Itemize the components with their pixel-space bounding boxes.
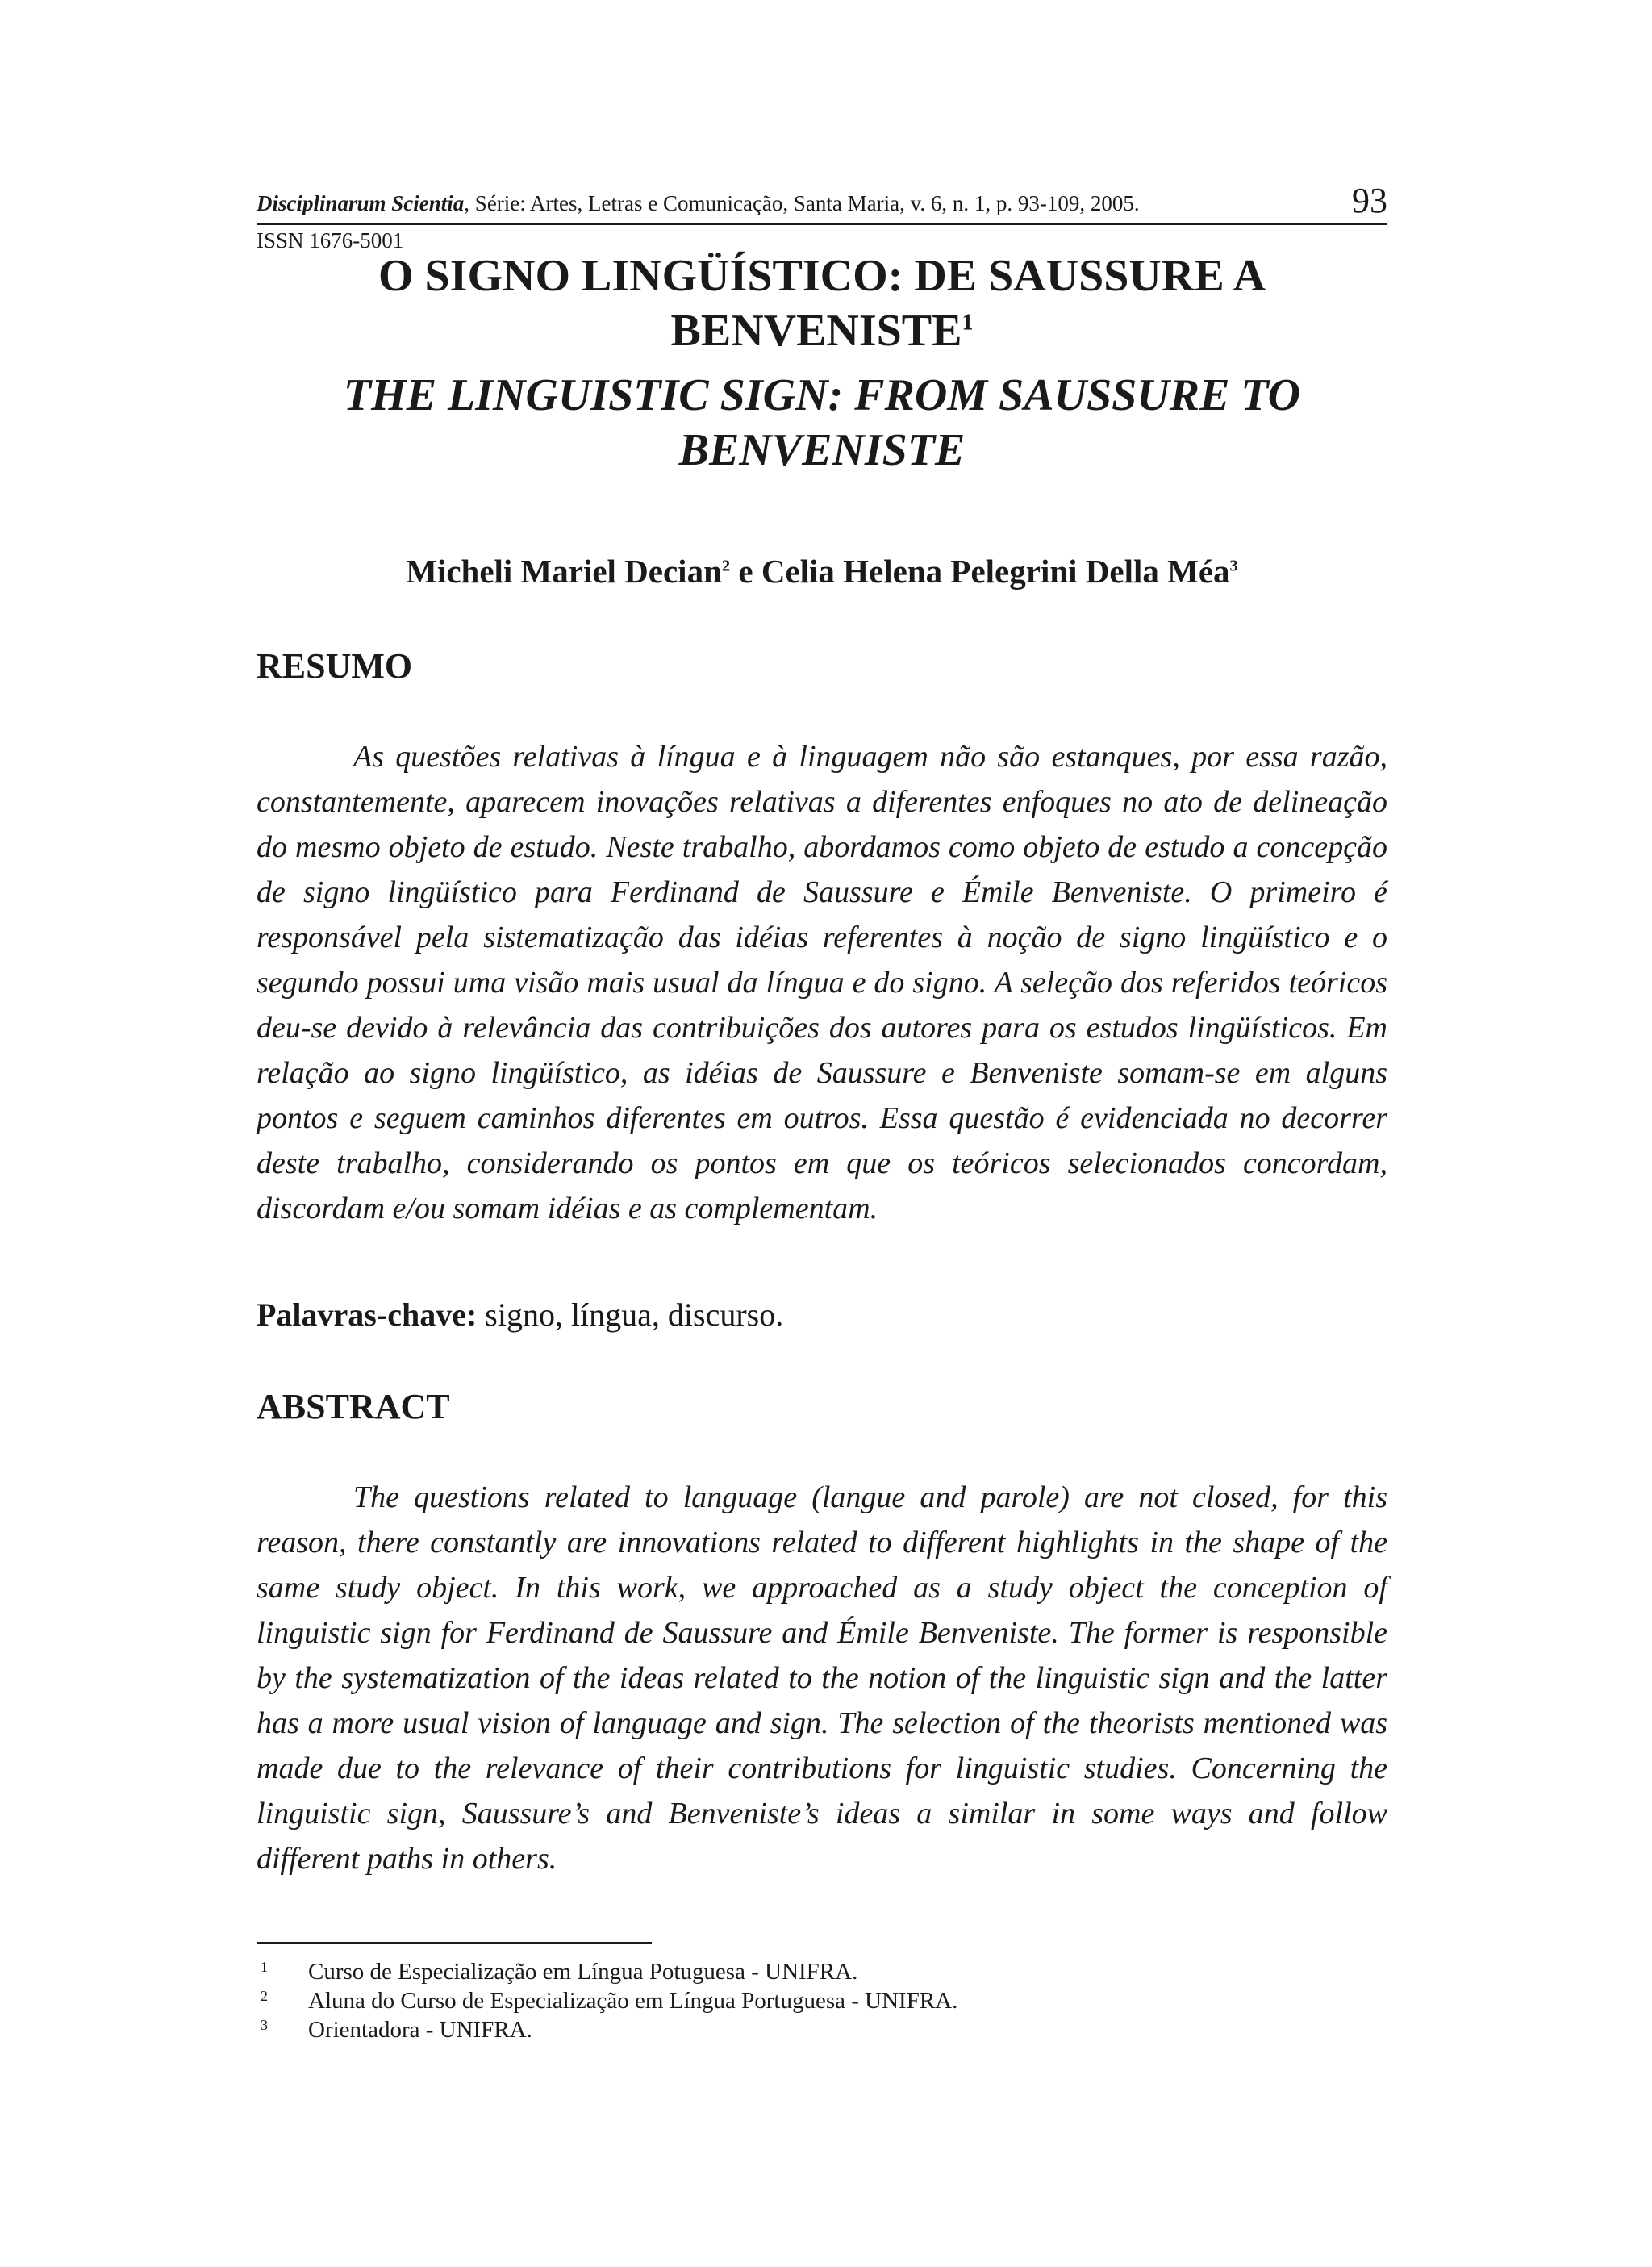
title-line-2: BENVENISTE [670,306,962,356]
footnote-number: 3 [261,2017,268,2033]
paper-title [257,248,1387,358]
title-en-line-1: THE LINGUISTIC SIGN: FROM SAUSSURE TO [343,370,1301,420]
title-footnote-mark: 1 [962,310,974,336]
resumo-paragraph: As questões relativas à língua e à linguagem não são estanques, por essa razão, constantemente, aparecem inovações relativas a diferentes enfoques no ato de delineação do mesmo objeto de estudo. Neste trabalho, abordamos como objeto de estudo a concepção de signo lingüístico para Ferdinand de Saussure e Émile Benveniste. O primeiro é responsável pela sistematização das idéias referentes à noção de signo lingüístico e o segundo possui uma visão mais usual da língua e do signo. A seleção dos referidos teóricos deu-se devido à relevância das contribuições dos autores para os estudos lingüísticos. Em relação ao signo lingüístico, as idéias de Saussure e Benveniste somam-se em alguns pontos e seguem caminhos diferentes em outros. Essa questão é evidenciada no decorrer deste trabalho, considerando os pontos em que os teóricos selecionados concordam, discordam e/ou somam idéias e as complementam. [257,740,1387,1225]
abstract-paragraph: The questions related to language (langue and parole) are not closed, for this reason, there constantly are innovations related to different highlights in the shape of the same study object. In this work, we approached as a study object the conception of linguistic sign for Ferdinand de Saussure and Émile Benveniste. The former is responsible by the systematization of the ideas related to the notion of the linguistic sign and the latter has a more usual vision of language and sign. The selection of the theorists mentioned was made due to the relevance of their contributions for linguistic studies. Concerning the linguistic sign, Saussure’s and Benveniste’s ideas a similar in some ways and follow different paths in others. [257,1480,1387,1876]
citation-details: , Série: Artes, Letras e Comunicação, Santa Maria, v. 6, n. 1, p. 93-109, 2005. [464,191,1140,215]
footnote [257,1957,1387,1986]
footnote-text: Orientadora - UNIFRA. [308,2017,532,2043]
keywords-label: Palavras-chave: [257,1296,478,1333]
footnotes [257,1957,1387,2044]
journal-name: Disciplinarum Scientia [257,191,465,215]
footnote [257,1986,1387,2015]
author-footnote-mark: 3 [1229,557,1238,575]
title-line-1: O SIGNO LINGÜÍSTICO: DE SAUSSURE A [378,251,1266,301]
page-number: 93 [1352,181,1387,220]
footnote-text: Curso de Especialização em Língua Potuguesa - UNIFRA. [308,1959,858,1985]
resumo-heading: RESUMO [257,646,413,686]
paper-title-english [257,368,1387,478]
footnote-text: Aluna do Curso de Especialização em Língua Portuguesa - UNIFRA. [308,1988,958,2014]
author-list [257,552,1387,591]
author-name: Celia Helena Pelegrini Della Méa [761,553,1230,590]
footnote-number: 2 [261,1988,268,2004]
abstract-heading: ABSTRACT [257,1387,450,1426]
author-conjunction: e [730,553,761,590]
journal-citation [257,191,1140,216]
footnote-divider [257,1942,652,1944]
author-name: Micheli Mariel Decian [406,553,722,590]
issn: ISSN 1676-5001 [257,228,404,253]
running-header [257,182,1387,225]
title-en-line-2: BENVENISTE [678,425,966,475]
keywords [257,1296,783,1334]
footnote [257,2015,1387,2044]
author-footnote-mark: 2 [721,557,731,575]
footnote-number: 1 [261,1959,268,1975]
keywords-values: signo, língua, discurso. [477,1296,784,1333]
